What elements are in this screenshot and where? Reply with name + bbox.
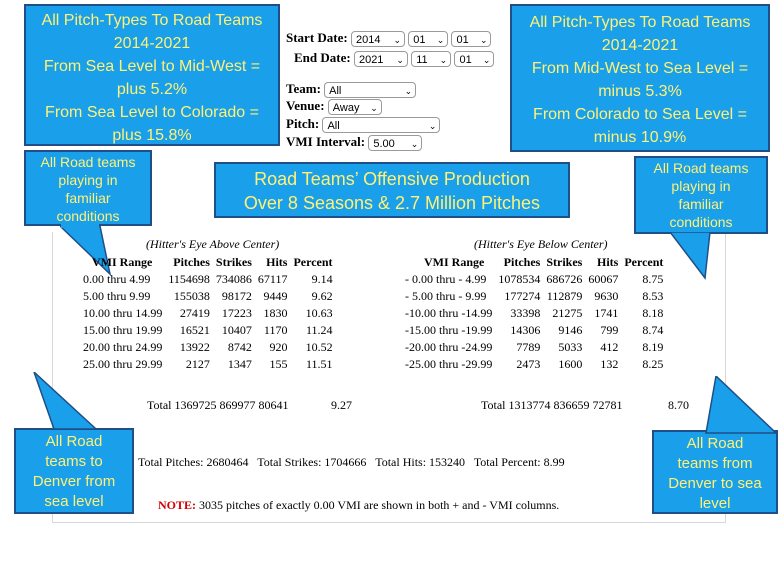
table-cell: 5033: [558, 340, 583, 354]
callout-line: minus 10.9%: [593, 129, 687, 146]
table-cell: 1170: [263, 323, 288, 337]
callout-line: All Road: [686, 435, 744, 452]
team-value: All: [329, 85, 342, 98]
end-year-value: 2021: [358, 54, 384, 67]
summary-totals: Total Pitches: 2680464 Total Strikes: 1704666 Total Hits: 153240 Total Percent: 8.99: [138, 455, 565, 469]
table-cell: - 5.00 thru - 9.99: [405, 289, 487, 303]
callout-line: teams from: [677, 455, 753, 472]
table-cell: 13922: [179, 340, 210, 354]
table-cell: 8742: [227, 340, 252, 354]
right-table-subtitle: (Hitter's Eye Below Center): [474, 237, 608, 251]
venue-value: Away: [332, 102, 360, 115]
right-table-total: Total 1313774 836659 72781: [481, 398, 623, 412]
pitch-value: All: [327, 120, 340, 133]
table-cell: -15.00 thru -19.99: [405, 323, 493, 337]
table-cell: 1741: [594, 306, 619, 320]
callout-tail: [30, 372, 110, 430]
venue-row: [286, 98, 382, 115]
table-cell: 60067: [588, 272, 619, 286]
table-cell: 8.53: [642, 289, 664, 303]
left-table-total-percent: 9.27: [331, 398, 352, 412]
table-cell: 7789: [516, 340, 541, 354]
table-cell: 734086: [215, 272, 252, 286]
table-row: [80, 339, 336, 356]
table-cell: 9146: [558, 323, 583, 337]
table-row: [80, 322, 336, 339]
table-cell: 25.00 thru 29.99: [83, 357, 163, 371]
table-cell: 920: [269, 340, 288, 354]
callout-mid-left: [24, 150, 152, 226]
callout-bottom-right: [652, 430, 778, 514]
column-header: VMI Range: [424, 255, 485, 269]
table-header-row: [402, 254, 666, 271]
vmi-interval-value: 5.00: [373, 138, 395, 151]
pitch-label: Pitch:: [286, 116, 320, 131]
chevron-down-icon: ⌄: [428, 121, 437, 132]
table-cell: 9630: [594, 289, 619, 303]
table-cell: 20.00 thru 24.99: [83, 340, 163, 354]
table-cell: -25.00 thru -29.99: [405, 357, 493, 371]
table-cell: 21275: [552, 306, 583, 320]
callout-line: All Road: [45, 433, 103, 450]
chevron-down-icon: ⌄: [436, 35, 445, 46]
callout-top-right: [510, 4, 770, 152]
table-cell: 10.00 thru 14.99: [83, 306, 163, 320]
query-form: [286, 30, 506, 155]
column-header: Hits: [596, 255, 619, 269]
table-cell: 1154698: [168, 272, 210, 286]
right-vmi-table: [402, 254, 666, 373]
title-line: Over 8 Seasons & 2.7 Million Pitches: [243, 193, 541, 213]
callout-tail: [690, 376, 782, 434]
table-row: [402, 288, 666, 305]
note: [158, 498, 559, 513]
chevron-down-icon: ⌄: [482, 55, 491, 66]
callout-line: sea level: [44, 493, 104, 510]
table-cell: 112879: [546, 289, 583, 303]
table-cell: 33398: [510, 306, 541, 320]
right-table-total-percent: 8.70: [668, 398, 689, 412]
table-cell: 412: [600, 340, 619, 354]
table-cell: 1347: [227, 357, 252, 371]
venue-select[interactable]: [328, 99, 382, 115]
table-cell: 132: [600, 357, 619, 371]
table-cell: 2473: [516, 357, 541, 371]
table-cell: 9449: [263, 289, 288, 303]
chevron-down-icon: ⌄: [370, 103, 378, 114]
table-row: [402, 271, 666, 288]
end-day-select[interactable]: [454, 51, 494, 67]
end-day-value: 01: [459, 54, 472, 67]
start-year-value: 2014: [355, 34, 381, 47]
column-header: Strikes: [215, 255, 252, 269]
chevron-down-icon: ⌄: [439, 55, 448, 66]
table-cell: - 0.00 thru - 4.99: [405, 272, 487, 286]
callout-line: From Sea Level to Colorado =: [45, 104, 259, 121]
vmi-interval-row: [286, 134, 422, 151]
table-cell: 8.25: [642, 357, 664, 371]
note-label: NOTE:: [158, 498, 197, 512]
callout-line: From Colorado to Sea Level =: [533, 106, 747, 123]
pitch-select[interactable]: [322, 117, 440, 133]
table-cell: 27419: [179, 306, 210, 320]
table-cell: 15.00 thru 19.99: [83, 323, 163, 337]
table-row: [80, 356, 336, 373]
table-row: [402, 339, 666, 356]
callout-line: All Pitch-Types To Road Teams: [41, 12, 263, 29]
start-year-select[interactable]: [351, 31, 405, 47]
table-cell: 0.00 thru 4.99: [83, 272, 151, 286]
callout-line: teams to: [45, 453, 103, 470]
left-table-total: Total 1369725 869977 80641: [147, 398, 289, 412]
column-header: Strikes: [546, 255, 583, 269]
table-cell: 155: [269, 357, 288, 371]
chevron-down-icon: ⌄: [396, 55, 404, 66]
callout-line: Denver to sea: [668, 475, 762, 492]
left-table-subtitle: (Hitter's Eye Above Center): [146, 237, 280, 251]
table-cell: 8.75: [642, 272, 664, 286]
table-cell: 9.14: [311, 272, 333, 286]
table-row: [80, 288, 336, 305]
table-cell: 686726: [546, 272, 583, 286]
callout-line: plus 5.2%: [116, 81, 188, 98]
callout-tail: [660, 232, 720, 282]
start-day-value: 01: [456, 34, 469, 47]
callout-line: From Sea Level to Mid-West =: [43, 58, 261, 75]
table-row: [402, 356, 666, 373]
table-row: [402, 322, 666, 339]
end-date-label: End Date:: [294, 50, 351, 65]
table-cell: 8.18: [642, 306, 664, 320]
table-cell: 8.74: [642, 323, 664, 337]
column-header: Hits: [266, 255, 288, 269]
table-row: [402, 305, 666, 322]
table-cell: 8.19: [642, 340, 664, 354]
chevron-down-icon: ⌄: [393, 35, 401, 46]
callout-line: familiar: [65, 190, 111, 206]
title-line: Road Teams’ Offensive Production: [254, 169, 530, 189]
table-cell: 9.62: [311, 289, 333, 303]
vmi-interval-label: VMI Interval:: [286, 134, 366, 149]
callout-top-left: [24, 4, 280, 146]
callout-line: All Road teams: [653, 160, 749, 176]
callout-line: From Mid-West to Sea Level =: [531, 60, 749, 77]
table-cell: -20.00 thru -24.99: [405, 340, 493, 354]
table-cell: 177274: [504, 289, 541, 303]
table-cell: 10.52: [305, 340, 333, 354]
table-cell: 1600: [558, 357, 583, 371]
column-header: Pitches: [503, 255, 541, 269]
table-cell: 155038: [173, 289, 210, 303]
right-table-body: [402, 271, 666, 373]
start-month-select[interactable]: [408, 31, 448, 47]
column-header: Percent: [624, 255, 664, 269]
table-row: [80, 271, 336, 288]
table-cell: 14306: [510, 323, 541, 337]
start-day-select[interactable]: [451, 31, 491, 47]
venue-label: Venue:: [286, 98, 325, 113]
end-date-row: [294, 50, 494, 67]
callout-line: conditions: [669, 214, 733, 230]
callout-mid-right: [634, 156, 768, 234]
callout-line: All Road teams: [40, 154, 136, 170]
table-cell: 11.51: [306, 357, 333, 371]
start-date-row: [286, 30, 491, 47]
callout-line: playing in: [671, 178, 731, 194]
table-cell: 17223: [221, 306, 252, 320]
callout-line: 2014-2021: [113, 35, 191, 52]
table-cell: 1078534: [498, 272, 541, 286]
table-cell: 799: [600, 323, 619, 337]
chevron-down-icon: ⌄: [410, 139, 419, 150]
vmi-interval-select[interactable]: [368, 135, 422, 151]
start-month-value: 01: [413, 34, 426, 47]
callout-line: 2014-2021: [601, 37, 679, 54]
table-cell: 2127: [185, 357, 210, 371]
table-cell: 98172: [221, 289, 252, 303]
note-text: 3035 pitches of exactly 0.00 VMI are shown in both + and - VMI columns.: [196, 498, 560, 512]
end-month-value: 11: [416, 54, 428, 67]
column-header: Pitches: [173, 255, 210, 269]
table-row: [80, 305, 336, 322]
callout-title: [214, 162, 570, 218]
table-cell: 1830: [263, 306, 288, 320]
callout-line: Denver from: [32, 473, 116, 490]
table-header-row: [80, 254, 336, 271]
team-row: [286, 81, 416, 98]
end-month-select[interactable]: [411, 51, 451, 67]
callout-line: familiar: [678, 196, 724, 212]
callout-line: plus 15.8%: [112, 127, 192, 144]
left-table-body: [80, 271, 336, 373]
callout-line: conditions: [56, 208, 120, 224]
callout-line: level: [699, 495, 731, 512]
callout-line: All Pitch-Types To Road Teams: [529, 14, 751, 31]
left-vmi-table: [80, 254, 336, 373]
pitch-row: [286, 116, 440, 133]
column-header: VMI Range: [92, 255, 153, 269]
table-cell: 10.63: [305, 306, 333, 320]
column-header: Percent: [293, 255, 333, 269]
end-year-select[interactable]: [354, 51, 408, 67]
team-label: Team:: [286, 81, 321, 96]
callout-line: minus 5.3%: [598, 83, 682, 100]
chevron-down-icon: ⌄: [479, 35, 488, 46]
table-cell: 5.00 thru 9.99: [83, 289, 151, 303]
chevron-down-icon: ⌄: [404, 86, 413, 97]
team-select[interactable]: [324, 82, 416, 98]
start-date-label: Start Date:: [286, 30, 348, 45]
table-cell: 67117: [257, 272, 288, 286]
table-cell: 10407: [221, 323, 252, 337]
table-cell: 16521: [179, 323, 210, 337]
table-cell: 11.24: [306, 323, 333, 337]
callout-line: playing in: [58, 172, 118, 188]
table-cell: -10.00 thru -14.99: [405, 306, 493, 320]
callout-bottom-left: [14, 428, 134, 514]
